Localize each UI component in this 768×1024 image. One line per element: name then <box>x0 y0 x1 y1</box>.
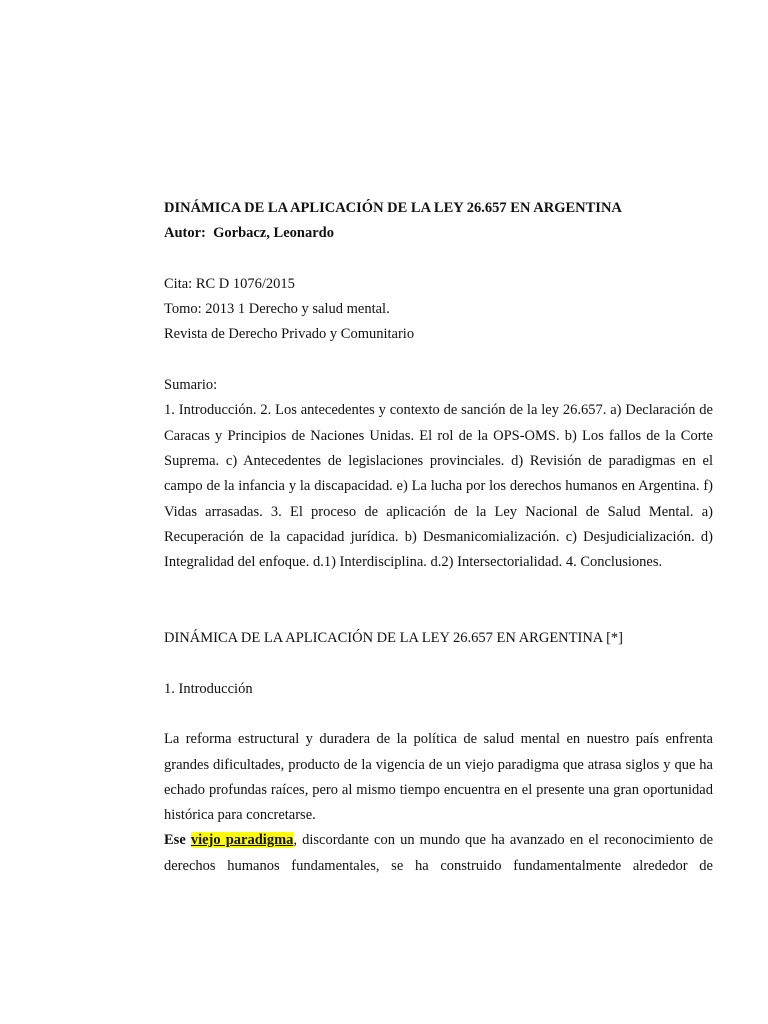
section-heading-introduccion: 1. Introducción <box>164 680 253 697</box>
author-line <box>164 221 713 246</box>
spacer <box>164 651 713 676</box>
paragraph-2-rest: , discordante con un mundo que ha avanzado en el reconocimiento de derechos humanos fundamentales, se ha construido fundamentalmente alrededor de <box>164 832 713 874</box>
summary-label: Sumario: <box>164 377 218 394</box>
paragraph-2-lead: Ese <box>164 832 186 849</box>
citation-tomo: Tomo: 2013 1 Derecho y salud mental. <box>164 301 390 318</box>
document-title: DINÁMICA DE LA APLICACIÓN DE LA LEY 26.657 EN ARGENTINA <box>164 200 622 216</box>
author-label: Autor: <box>164 225 206 242</box>
highlighted-phrase: viejo paradigma <box>190 832 294 849</box>
author-name: Gorbacz, Leonardo <box>213 225 334 242</box>
spacer <box>164 575 713 626</box>
section-title: DINÁMICA DE LA APLICACIÓN DE LA LEY 26.657 EN ARGENTINA [*] <box>164 630 624 647</box>
summary-text: 1. Introducción. 2. Los antecedentes y contexto de sanción de la ley 26.657. a) Declaración de Caracas y Principios de Naciones Unidas. El rol de la OPS-OMS. b) Los fallos de la Corte Suprema. c) Antecedentes de legislaciones provinciales. d) Revisión de paradigmas en el campo de la infancia y la discapacidad. e) La lucha por los derechos humanos en Argentina. f) Vidas arrasadas. 3. El proceso de aplicación de la Ley Nacional de Salud Mental. a) Recuperación de la capacidad jurídica. b) Desmanicomialización. c) Desjudicialización. d) Integralidad del enfoque. d.1) Interdisciplina. d.2) Intersectorialidad. 4. Conclusiones. <box>164 402 713 571</box>
document-page <box>164 196 713 879</box>
paragraph-1: La reforma estructural y duradera de la política de salud mental en nuestro país enfrenta grandes dificultades, producto de la vigencia de un viejo paradigma que atrasa siglos y que ha echado profundas raíces, pero al mismo tiempo encuentra en el presente una gran oportunidad histórica para concretarse. <box>164 731 713 824</box>
citation-cita: Cita: RC D 1076/2015 <box>164 275 295 292</box>
spacer <box>164 348 713 373</box>
paragraph-2 <box>164 828 713 879</box>
spacer <box>164 702 713 727</box>
citation-revista: Revista de Derecho Privado y Comunitario <box>164 326 415 343</box>
spacer <box>164 247 713 272</box>
